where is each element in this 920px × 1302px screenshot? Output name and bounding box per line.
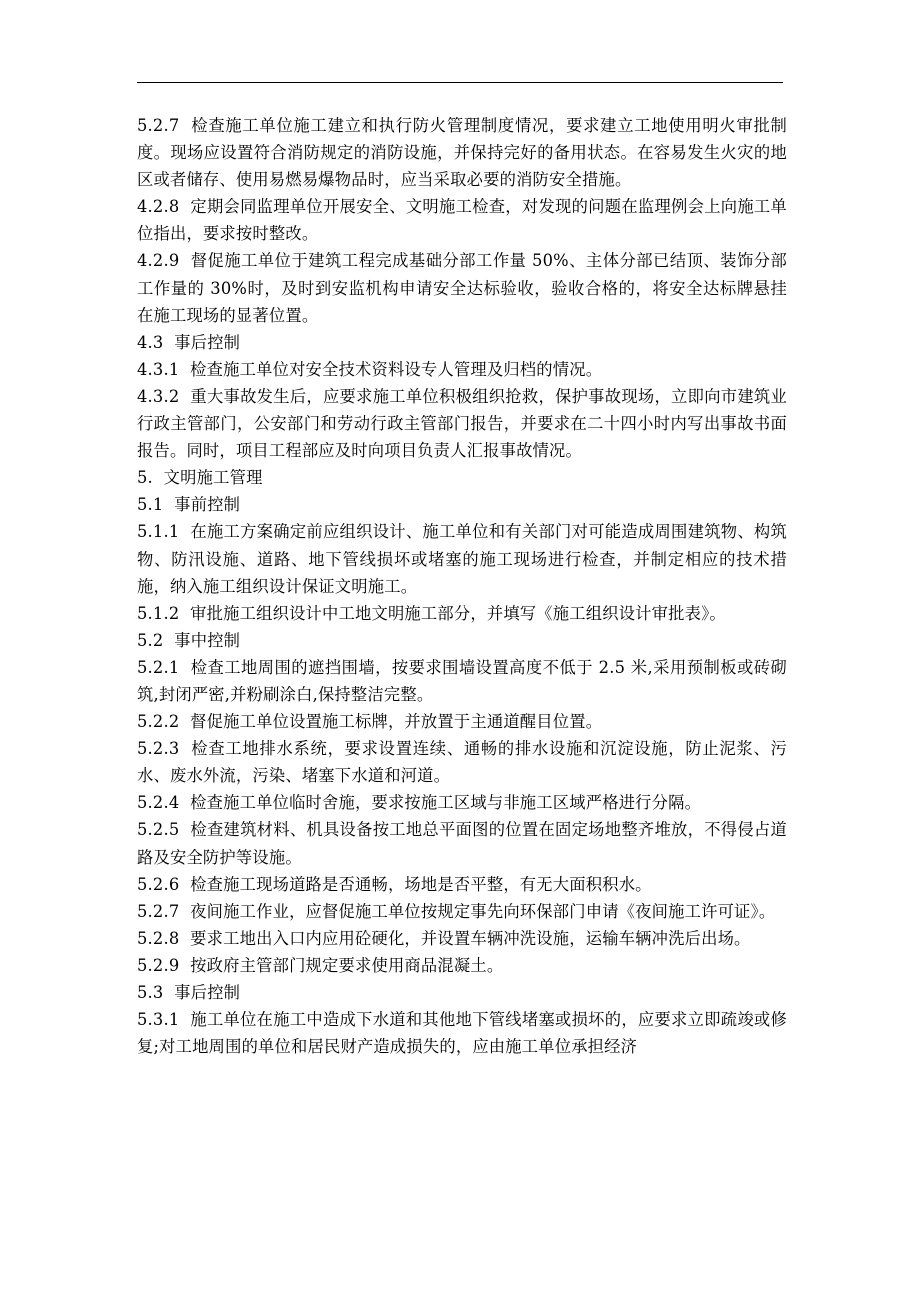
paragraph-4-3-1: 4.3.1 检查施工单位对安全技术资料设专人管理及归档的情况。 — [137, 359, 603, 379]
paragraph-5-2-3: 5.2.3 检查工地排水系统，要求设置连续、通畅的排水设施和沉淀设施，防止泥浆、污水、废水外流，污染、堵塞下水道和河道。 — [137, 739, 787, 786]
paragraph-5-2-1: 5.2.1 检查工地周围的遮挡围墙，按要求围墙设置高度不低于 2.5 米,采用预制板或砖砌筑,封闭严密,并粉刷涂白,保持整洁完整。 — [137, 657, 787, 704]
paragraph-5-2-4: 5.2.4 检查施工单位临时舍施，要求按施工区域与非施工区域严格进行分隔。 — [137, 793, 702, 813]
paragraph-5-2-5: 5.2.5 检查建筑材料、机具设备按工地总平面图的位置在固定场地整齐堆放，不得侵占道路及安全防护等设施。 — [137, 820, 787, 867]
paragraph-5-2-8: 5.2.8 要求工地出入口内应用砼硬化，并设置车辆冲洗设施，运输车辆冲洗后出场。 — [137, 928, 751, 948]
paragraph-5-2-2: 5.2.2 督促施工单位设置施工标牌，并放置于主通道醒目位置。 — [137, 712, 603, 732]
heading-5-3: 5.3 事后控制 — [137, 983, 241, 1002]
paragraph-5-2-9: 5.2.9 按政府主管部门规定要求使用商品混凝土。 — [137, 955, 504, 975]
paragraph-5-1-1: 5.1.1 在施工方案确定前应组织设计、施工单位和有关部门对可能造成周围建筑物、构筑物、防汛设施、道路、地下管线损坏或堵塞的施工现场进行检查，并制定相应的技术措施，纳入施工组织设计保证文明施工。 — [137, 522, 787, 596]
heading-5: 5. 文明施工管理 — [137, 468, 263, 488]
paragraph-5-1-2: 5.1.2 审批施工组织设计中工地文明施工部分，并填写《施工组织设计审批表》。 — [137, 603, 726, 623]
paragraph-4-2-8: 4.2.8 定期会同监理单位开展安全、文明施工检查，对发现的问题在监理例会上向施工单位指出，要求按时整改。 — [137, 197, 787, 244]
heading-5-2: 5.2 事中控制 — [137, 630, 241, 650]
paragraph-5-3-1: 5.3.1 施工单位在施工中造成下水道和其他地下管线堵塞或损坏的，应要求立即疏竣或修复;对工地周围的单位和居民财产造成损失的，应由施工单位承担经济 — [137, 1010, 787, 1057]
document-body — [137, 112, 787, 1060]
paragraph-4-3-2: 4.3.2 重大事故发生后，应要求施工单位积极组织抢救，保护事故现场，立即向市建筑业行政主管部门，公安部门和劳动行政主管部门报告，并要求在二十四小时内写出事故书面报告。同时，项目工程部应及时向项目负责人汇报事故情况。 — [137, 386, 787, 461]
paragraph-5-2-6: 5.2.6 检查施工现场道路是否通畅，场地是否平整，有无大面积积水。 — [137, 874, 652, 894]
heading-4-3: 4.3 事后控制 — [137, 332, 241, 352]
header-rule — [137, 82, 783, 83]
paragraph-5-2-7b: 5.2.7 夜间施工作业，应督促施工单位按规定事先向环保部门申请《夜间施工许可证》。 — [137, 901, 776, 921]
paragraph-5-2-7: 5.2.7 检查施工单位施工建立和执行防火管理制度情况，要求建立工地使用明火审批制度。现场应设置符合消防规定的消防设施，并保持完好的备用状态。在容易发生火灾的地区或者储存、使用易燃易爆物品时，应当采取必要的消防安全措施。 — [137, 116, 787, 190]
heading-5-1: 5.1 事前控制 — [137, 495, 241, 515]
paragraph-4-2-9: 4.2.9 督促施工单位于建筑工程完成基础分部工作量 50%、主体分部已结顶、装饰分部工作量的 30%时，及时到安监机构申请安全达标验收，验收合格的，将安全达标牌悬挂在施工现场的显著位置。 — [137, 251, 787, 325]
